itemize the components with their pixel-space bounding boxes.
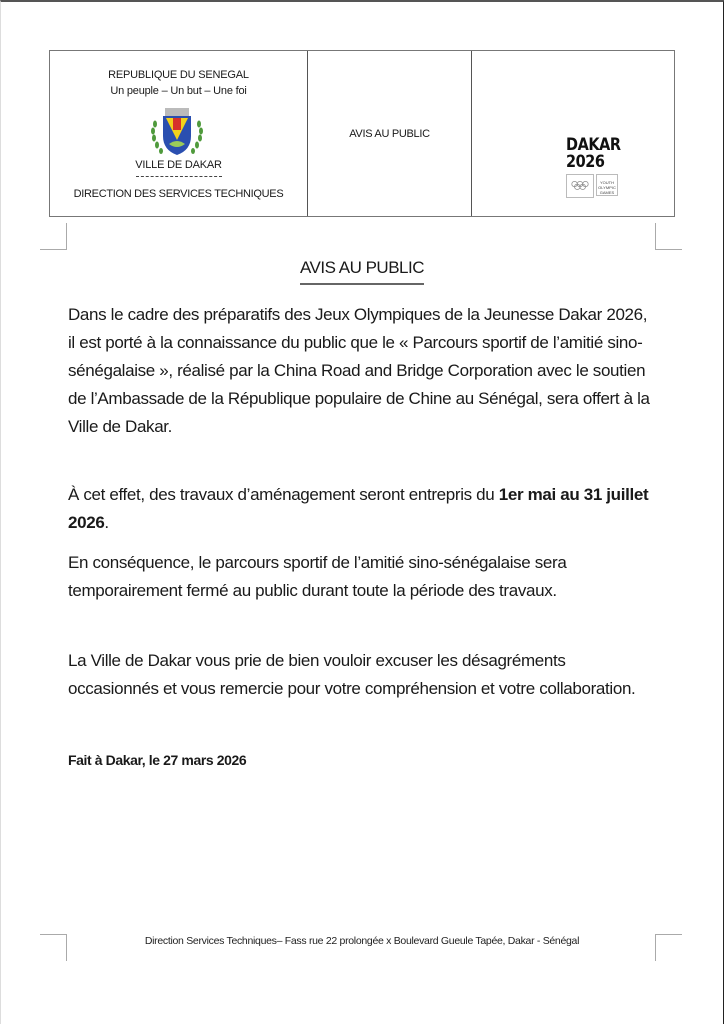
logo-line2: 2026 bbox=[566, 152, 605, 172]
footer-address: Direction Services Techniques– Fass rue 22 prolongée x Boulevard Gueule Tapée, Dakar - Sénégal bbox=[144, 935, 580, 947]
logo-line1: DAKAR bbox=[566, 135, 621, 155]
youth-olympic-games-tag: YOUTH OLYMPIC GAMES bbox=[596, 174, 618, 196]
notice-title: AVIS AU PUBLIC bbox=[300, 258, 424, 285]
letterhead-left-cell bbox=[50, 51, 308, 216]
works-text: À cet effet, des travaux d’aménagement seront entrepris du bbox=[68, 485, 499, 504]
republic-name: REPUBLIQUE DU SENEGAL bbox=[108, 69, 249, 81]
signature-date: Fait à Dakar, le 27 mars 2026 bbox=[68, 752, 247, 768]
works-suffix: . bbox=[104, 513, 109, 532]
document-type: AVIS AU PUBLIC bbox=[349, 128, 430, 140]
national-motto: Un peuple – Un but – Une foi bbox=[110, 85, 247, 97]
direction-name: DIRECTION DES SERVICES TECHNIQUES bbox=[73, 188, 284, 200]
dakar-coat-of-arms-icon bbox=[147, 106, 207, 158]
olympic-rings-icon bbox=[566, 174, 594, 198]
laurel-right-icon bbox=[191, 121, 203, 155]
letterhead-middle-cell bbox=[308, 51, 472, 216]
works-dates: 1er mai au 31 juillet 2026 bbox=[68, 485, 649, 532]
letterhead-table bbox=[49, 50, 675, 217]
mural-crown-icon bbox=[165, 108, 189, 116]
notice-title-wrap bbox=[0, 258, 724, 285]
letterhead-right-cell bbox=[472, 51, 674, 216]
paragraph-context: Dans le cadre des préparatifs des Jeux Olympiques de la Jeunesse Dakar 2026, il est porté à la connaissance du public que le « Parcours sportif de l’amitié sino-sénégalaise », réalisé par la China Road and Bridge Corporation avec le soutien de l’Ambassade de la République populaire de Chine au Sénégal, sera offert à la Ville de Dakar. bbox=[68, 305, 650, 436]
city-name: VILLE DE DAKAR bbox=[135, 159, 222, 171]
margin-mark-top-right bbox=[655, 223, 682, 250]
paragraph-works-dates bbox=[68, 481, 658, 537]
dakar-2026-logo bbox=[566, 137, 622, 198]
margin-mark-top-left bbox=[40, 223, 67, 250]
separator-line bbox=[136, 176, 222, 177]
laurel-left-icon bbox=[151, 121, 163, 155]
paragraph-closure: En conséquence, le parcours sportif de l’amitié sino-sénégalaise sera temporairement fermé au public durant toute la période des travaux. bbox=[68, 553, 567, 600]
paragraph-apology: La Ville de Dakar vous prie de bien vouloir excuser les désagréments occasionnés et vous remercie pour votre compréhension et votre collaboration. bbox=[68, 651, 636, 698]
